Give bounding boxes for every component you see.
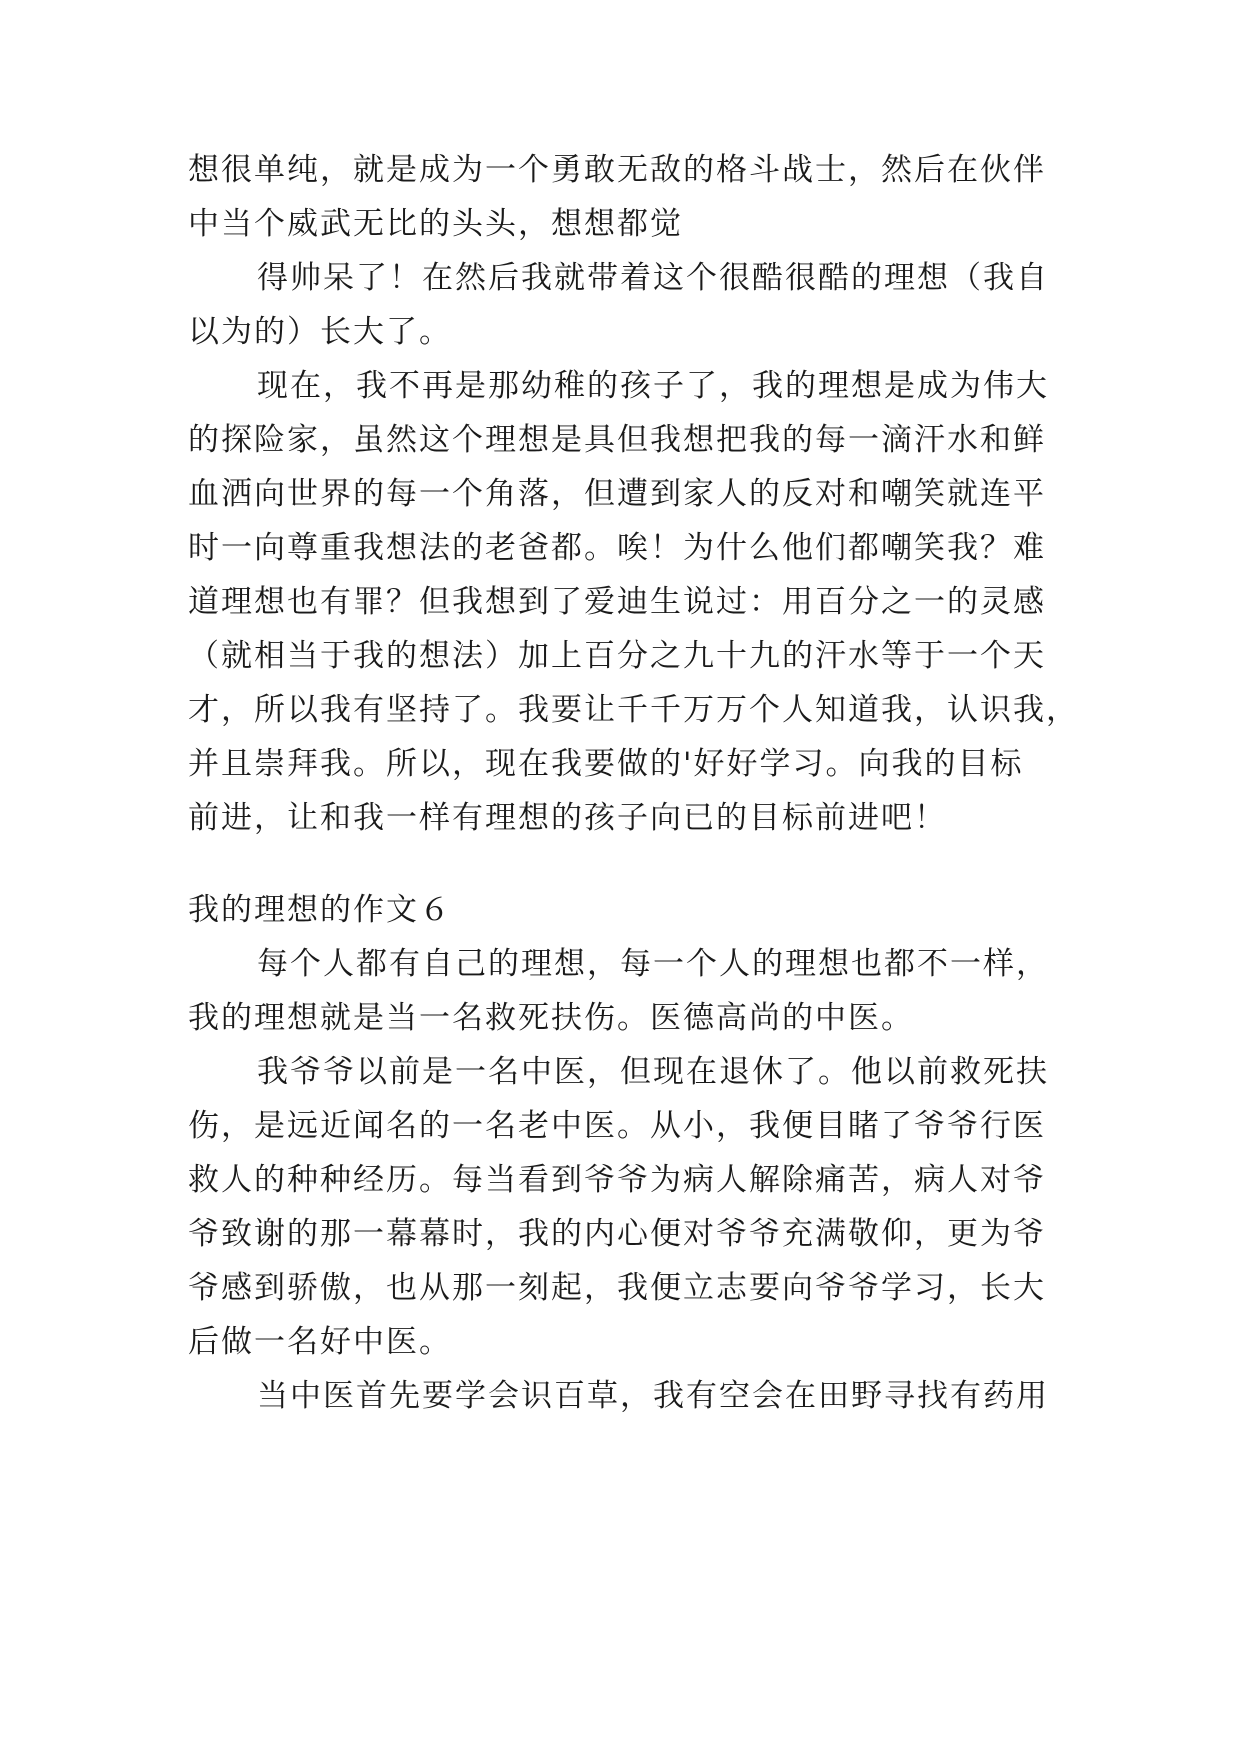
- section-heading: 我的理想的作文６: [188, 892, 452, 928]
- text-line: 道理想也有罪？但我想到了爱迪生说过：用百分之一的灵感: [188, 584, 1046, 620]
- text-line: 伤，是远近闻名的一名老中医。从小，我便目睹了爷爷行医: [188, 1108, 1046, 1144]
- paragraph-line: 得帅呆了！在然后我就带着这个很酷很酷的理想（我自: [257, 260, 1049, 296]
- text-line: 救人的种种经历。每当看到爷爷为病人解除痛苦，病人对爷: [188, 1162, 1046, 1198]
- text-line: 想很单纯，就是成为一个勇敢无敌的格斗战士，然后在伙伴: [188, 152, 1046, 188]
- text-line: 中当个威武无比的头头，想想都觉: [188, 206, 683, 242]
- text-line: 爷致谢的那一幕幕时，我的内心便对爷爷充满敬仰，更为爷: [188, 1216, 1046, 1252]
- text-line: 我的理想就是当一名救死扶伤。医德高尚的中医。: [188, 1000, 914, 1036]
- paragraph-line: 当中医首先要学会识百草，我有空会在田野寻找有药用: [257, 1378, 1049, 1414]
- paragraph-line: 每个人都有自己的理想，每一个人的理想也都不一样，: [257, 946, 1049, 982]
- paragraph-line: 我爷爷以前是一名中医，但现在退休了。他以前救死扶: [257, 1054, 1049, 1090]
- text-line: 的探险家，虽然这个理想是具但我想把我的每一滴汗水和鲜: [188, 422, 1046, 458]
- paragraph-line: 现在，我不再是那幼稚的孩子了，我的理想是成为伟大: [257, 368, 1049, 404]
- text-line: 后做一名好中医。: [188, 1324, 452, 1360]
- text-line: 爷感到骄傲，也从那一刻起，我便立志要向爷爷学习，长大: [188, 1270, 1046, 1306]
- text-line: 时一向尊重我想法的老爸都。唉！为什么他们都嘲笑我？难: [188, 530, 1046, 566]
- text-line: 并且崇拜我。所以，现在我要做的'好好学习。向我的目标: [188, 746, 1024, 782]
- text-line: 前进，让和我一样有理想的孩子向已的目标前进吧！: [188, 800, 947, 836]
- text-line: 才，所以我有坚持了。我要让千千万万个人知道我，认识我，: [188, 692, 1079, 728]
- text-line: 以为的）长大了。: [188, 314, 452, 350]
- text-line: 血洒向世界的每一个角落，但遭到家人的反对和嘲笑就连平: [188, 476, 1046, 512]
- text-line: （就相当于我的想法）加上百分之九十九的汗水等于一个天: [188, 638, 1046, 674]
